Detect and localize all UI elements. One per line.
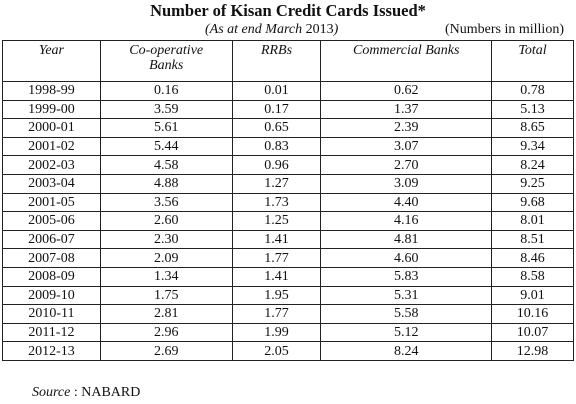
- table-header-row: [3, 41, 574, 82]
- cell-year: 2007-08: [3, 249, 101, 268]
- cell-rrbs: 0.17: [232, 100, 321, 119]
- cell-total: 8.46: [492, 249, 574, 268]
- table-row: [3, 230, 574, 249]
- source-value: : NABARD: [73, 385, 141, 400]
- cell-cooperative-banks: 2.96: [100, 323, 232, 342]
- cell-cooperative-banks: 2.09: [100, 249, 232, 268]
- cell-total: 9.25: [492, 174, 574, 193]
- kcc-table: [2, 40, 574, 361]
- header-year: Year: [3, 41, 101, 82]
- cell-commercial-banks: 5.12: [321, 323, 492, 342]
- cell-total: 5.13: [492, 100, 574, 119]
- cell-commercial-banks: 5.58: [321, 305, 492, 324]
- cell-total: 8.65: [492, 119, 574, 138]
- cell-year: 1998-99: [3, 82, 101, 101]
- cell-commercial-banks: 4.40: [321, 193, 492, 212]
- table-row: [3, 305, 574, 324]
- cell-total: 8.01: [492, 212, 574, 231]
- cell-year: 1999-00: [3, 100, 101, 119]
- header-cooperative-banks: Co-operative Banks: [100, 41, 232, 82]
- cell-total: 10.16: [492, 305, 574, 324]
- table-row: [3, 249, 574, 268]
- cell-commercial-banks: 8.24: [321, 342, 492, 361]
- cell-rrbs: 1.41: [232, 267, 321, 286]
- table-row: [3, 212, 574, 231]
- table-row: [3, 323, 574, 342]
- cell-cooperative-banks: 0.16: [100, 82, 232, 101]
- cell-cooperative-banks: 3.56: [100, 193, 232, 212]
- cell-total: 12.98: [492, 342, 574, 361]
- cell-commercial-banks: 4.81: [321, 230, 492, 249]
- subtitle-row: [0, 21, 576, 39]
- header-total: Total: [492, 41, 574, 82]
- cell-rrbs: 1.77: [232, 305, 321, 324]
- table-row: [3, 82, 574, 101]
- cell-year: 2002-03: [3, 156, 101, 175]
- as-at-year: 2013: [305, 22, 334, 37]
- cell-rrbs: 0.96: [232, 156, 321, 175]
- cell-commercial-banks: 5.83: [321, 267, 492, 286]
- table-row: [3, 286, 574, 305]
- source-note: [32, 385, 140, 401]
- cell-year: 2005-06: [3, 212, 101, 231]
- cell-year: 2011-12: [3, 323, 101, 342]
- cell-year: 2008-09: [3, 267, 101, 286]
- cell-year: 2003-04: [3, 174, 101, 193]
- cell-cooperative-banks: 5.44: [100, 137, 232, 156]
- as-at-note: (As at end March 2013): [205, 22, 339, 37]
- table-row: [3, 137, 574, 156]
- cell-commercial-banks: 3.09: [321, 174, 492, 193]
- table-row: [3, 119, 574, 138]
- cell-commercial-banks: 4.16: [321, 212, 492, 231]
- header-rrbs: RRBs: [232, 41, 321, 82]
- as-at-text: As at end March: [209, 22, 303, 37]
- cell-total: 8.51: [492, 230, 574, 249]
- cell-rrbs: 1.41: [232, 230, 321, 249]
- cell-cooperative-banks: 2.30: [100, 230, 232, 249]
- cell-year: 2012-13: [3, 342, 101, 361]
- cell-commercial-banks: 2.70: [321, 156, 492, 175]
- cell-commercial-banks: 4.60: [321, 249, 492, 268]
- units-note: (Numbers in million): [445, 22, 564, 37]
- cell-rrbs: 1.73: [232, 193, 321, 212]
- cell-year: 2001-05: [3, 193, 101, 212]
- table-row: [3, 193, 574, 212]
- cell-cooperative-banks: 5.61: [100, 119, 232, 138]
- cell-year: 2000-01: [3, 119, 101, 138]
- cell-rrbs: 1.27: [232, 174, 321, 193]
- cell-rrbs: 1.25: [232, 212, 321, 231]
- cell-total: 0.78: [492, 82, 574, 101]
- cell-rrbs: 0.65: [232, 119, 321, 138]
- cell-commercial-banks: 2.39: [321, 119, 492, 138]
- table-row: [3, 174, 574, 193]
- cell-total: 9.01: [492, 286, 574, 305]
- cell-commercial-banks: 3.07: [321, 137, 492, 156]
- cell-rrbs: 1.99: [232, 323, 321, 342]
- cell-cooperative-banks: 4.88: [100, 174, 232, 193]
- cell-rrbs: 0.83: [232, 137, 321, 156]
- cell-total: 9.34: [492, 137, 574, 156]
- cell-cooperative-banks: 1.75: [100, 286, 232, 305]
- cell-total: 8.24: [492, 156, 574, 175]
- cell-cooperative-banks: 1.34: [100, 267, 232, 286]
- cell-year: 2009-10: [3, 286, 101, 305]
- cell-rrbs: 0.01: [232, 82, 321, 101]
- cell-rrbs: 1.95: [232, 286, 321, 305]
- cell-cooperative-banks: 4.58: [100, 156, 232, 175]
- cell-cooperative-banks: 3.59: [100, 100, 232, 119]
- source-label: Source: [32, 385, 71, 400]
- table-row: [3, 342, 574, 361]
- cell-total: 9.68: [492, 193, 574, 212]
- table-body: [3, 82, 574, 361]
- cell-year: 2010-11: [3, 305, 101, 324]
- cell-year: 2006-07: [3, 230, 101, 249]
- table-row: [3, 156, 574, 175]
- cell-commercial-banks: 5.31: [321, 286, 492, 305]
- cell-cooperative-banks: 2.69: [100, 342, 232, 361]
- table-row: [3, 100, 574, 119]
- cell-total: 8.58: [492, 267, 574, 286]
- table-row: [3, 267, 574, 286]
- cell-total: 10.07: [492, 323, 574, 342]
- cell-commercial-banks: 0.62: [321, 82, 492, 101]
- header-commercial-banks: Commercial Banks: [321, 41, 492, 82]
- cell-rrbs: 1.77: [232, 249, 321, 268]
- document-title: Number of Kisan Credit Cards Issued*: [150, 1, 426, 20]
- cell-commercial-banks: 1.37: [321, 100, 492, 119]
- cell-cooperative-banks: 2.60: [100, 212, 232, 231]
- cell-rrbs: 2.05: [232, 342, 321, 361]
- cell-cooperative-banks: 2.81: [100, 305, 232, 324]
- cell-year: 2001-02: [3, 137, 101, 156]
